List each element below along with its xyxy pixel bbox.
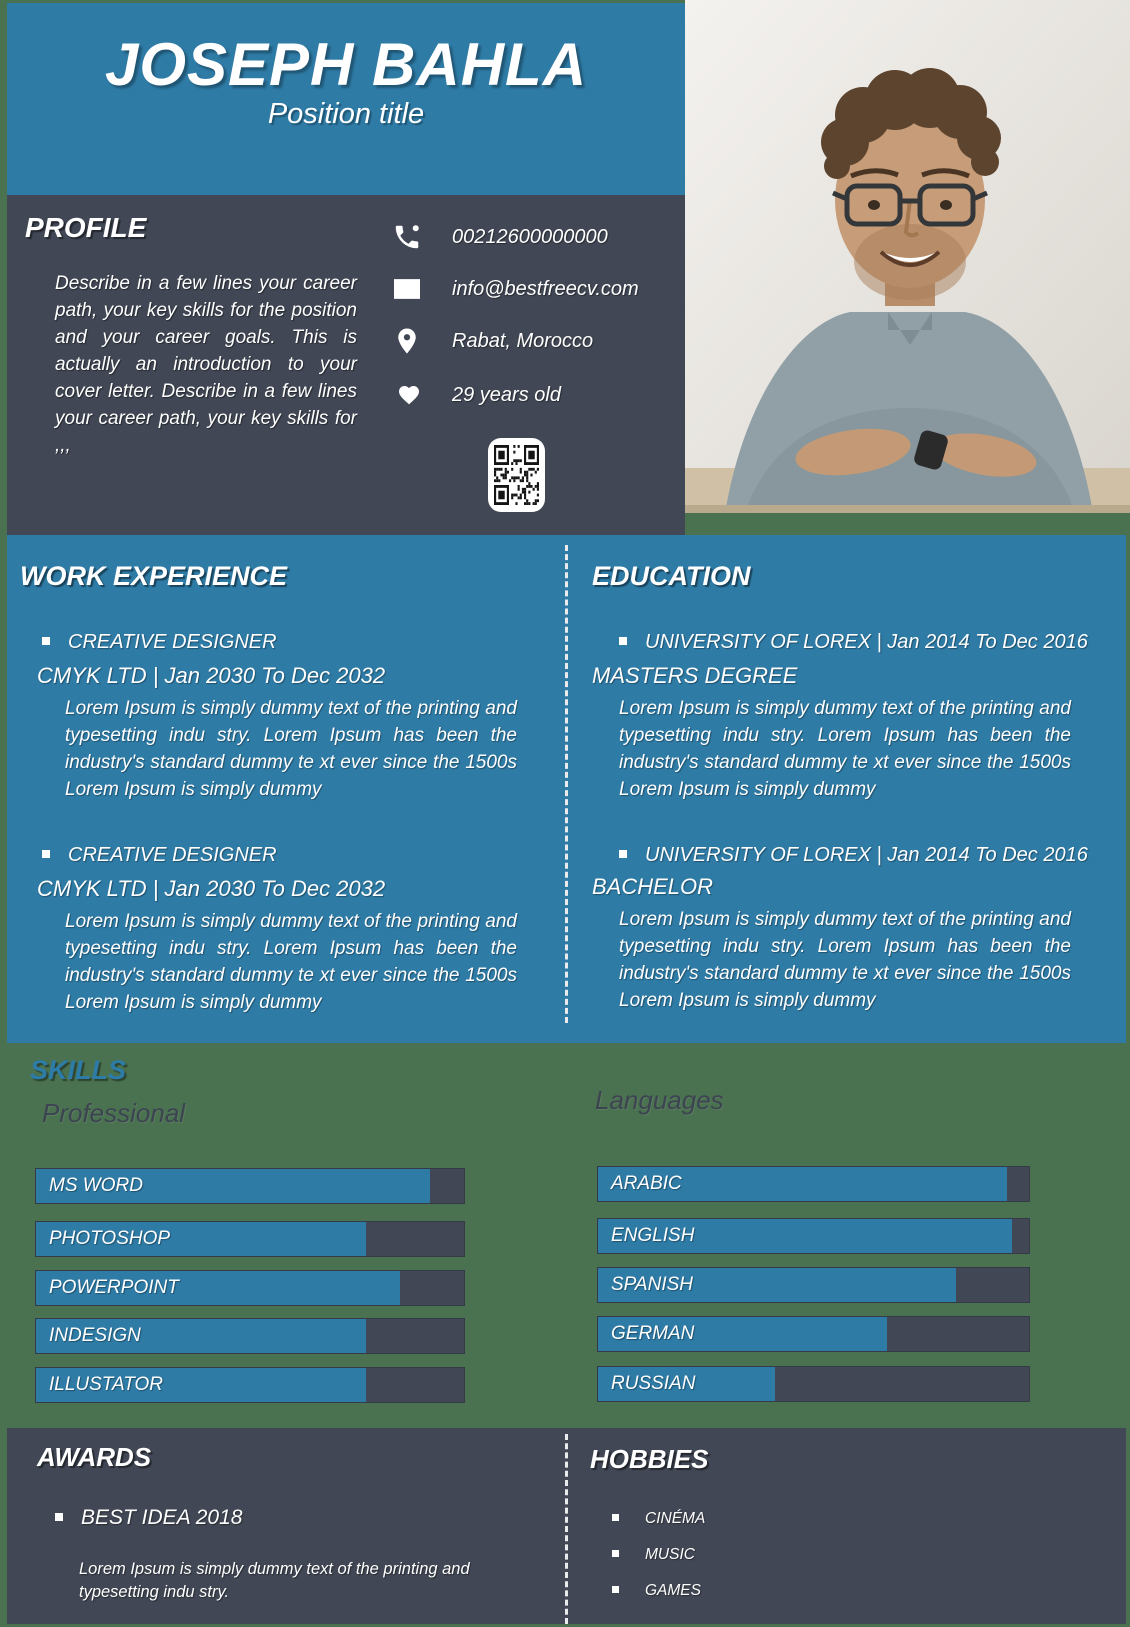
awards-title: AWARDS — [37, 1442, 152, 1472]
skill-bar-label: PHOTOSHOP — [49, 1228, 171, 1249]
bottom-section — [7, 1428, 1126, 1624]
skills-title: SKILLS — [30, 1055, 127, 1085]
education-entry-description: Lorem Ipsum is simply dummy text of the printing and typesetting indu stry. Lorem Ipsum has been the industry's standard dummy te xt ever since the 1500s Lorem Ipsum is simply dummy — [619, 909, 1071, 1011]
skill-bar-label: ENGLISH — [611, 1225, 695, 1246]
work-entry-description: Lorem Ipsum is simply dummy text of the printing and typesetting indu stry. Lorem Ipsum has been the industry's standard dummy te xt ever since the 1500s Lorem Ipsum is simply dummy — [65, 698, 517, 800]
language-bar-arabic — [597, 1166, 1030, 1202]
skill-bar-fill — [598, 1317, 887, 1351]
skill-bar-label: INDESIGN — [49, 1325, 141, 1346]
hobby-item: GAMES — [612, 1582, 701, 1600]
email-value: info@bestfreecv.com — [452, 277, 639, 300]
email-icon — [392, 274, 422, 304]
skill-bar-fill — [598, 1367, 775, 1401]
qr-code — [488, 438, 545, 512]
skill-bar-label: GERMAN — [611, 1323, 695, 1344]
contact-row-age — [397, 375, 677, 415]
location-value: Rabat, Morocco — [452, 329, 594, 352]
skill-bar-illustator — [35, 1367, 465, 1403]
skills-group-languages-label: Languages — [595, 1085, 724, 1115]
skill-bar-fill — [36, 1271, 400, 1305]
skill-bar-fill — [36, 1222, 366, 1256]
skill-bar-fill — [598, 1219, 1012, 1253]
work-entry-company: CMYK LTD | Jan 2030 To Dec 2032 — [37, 663, 386, 688]
hobby-item: MUSIC — [612, 1546, 695, 1564]
skill-bar-label: POWERPOINT — [49, 1277, 179, 1298]
bottom-divider — [565, 1434, 568, 1624]
hobbies-title: HOBBIES — [590, 1444, 709, 1474]
work-entry-role: CREATIVE DESIGNER — [42, 844, 277, 867]
education-entry-degree: MASTERS DEGREE — [592, 663, 798, 688]
header-panel — [7, 3, 685, 195]
education-entry-school: UNIVERSITY OF LOREX | Jan 2014 To Dec 2016 — [619, 844, 1088, 867]
skill-bar-label: MS WORD — [49, 1175, 143, 1196]
language-bar-russian — [597, 1366, 1030, 1402]
bullet-icon — [612, 1586, 619, 1593]
bullet-icon — [619, 637, 627, 645]
portrait-illustration — [685, 0, 1130, 513]
skill-bar-indesign — [35, 1318, 465, 1354]
skill-bar-label: ARABIC — [611, 1173, 682, 1194]
award-description: Lorem Ipsum is simply dummy text of the printing and typesetting indu stry. — [79, 1560, 470, 1602]
phone-icon — [392, 222, 422, 252]
column-divider — [565, 545, 568, 1023]
profile-title: PROFILE — [25, 212, 147, 243]
position-title: Position title — [267, 98, 425, 130]
skills-section — [7, 1043, 1126, 1428]
skill-bar-fill — [36, 1368, 366, 1402]
skill-bar-fill — [598, 1268, 956, 1302]
language-bar-german — [597, 1316, 1030, 1352]
language-bar-english — [597, 1218, 1030, 1254]
skill-bar-ms-word — [35, 1168, 465, 1204]
education-entry-description: Lorem Ipsum is simply dummy text of the printing and typesetting indu stry. Lorem Ipsum has been the industry's standard dummy te xt ever since the 1500s Lorem Ipsum is simply dummy — [619, 698, 1071, 800]
skill-bar-label: SPANISH — [611, 1274, 694, 1295]
contact-row-email — [392, 269, 672, 309]
contact-row-phone — [392, 217, 672, 257]
bullet-icon — [612, 1550, 619, 1557]
contact-row-location — [392, 321, 672, 361]
skill-bar-label: ILLUSTATOR — [49, 1374, 164, 1395]
bullet-icon — [42, 637, 50, 645]
work-entry-role: CREATIVE DESIGNER — [42, 631, 277, 654]
work-entry-description: Lorem Ipsum is simply dummy text of the printing and typesetting indu stry. Lorem Ipsum has been the industry's standard dummy te xt ever since the 1500s Lorem Ipsum is simply dummy — [65, 911, 517, 1013]
skill-bar-powerpoint — [35, 1270, 465, 1306]
work-entry-company: CMYK LTD | Jan 2030 To Dec 2032 — [37, 876, 386, 901]
hobby-item: CINÉMA — [612, 1510, 705, 1528]
location-icon — [392, 326, 422, 356]
phone-value: 00212600000000 — [452, 225, 608, 248]
work-title: WORK EXPERIENCE — [20, 561, 288, 591]
education-entry-degree: BACHELOR — [592, 874, 714, 899]
skill-bar-fill — [36, 1319, 366, 1353]
skill-bar-label: RUSSIAN — [611, 1373, 696, 1394]
profile-photo — [685, 0, 1130, 513]
bullet-icon — [42, 850, 50, 858]
heart-icon — [397, 383, 421, 407]
bullet-icon — [55, 1513, 63, 1521]
bullet-icon — [612, 1514, 619, 1521]
education-title: EDUCATION — [592, 561, 751, 591]
main-section — [7, 535, 1126, 1043]
profile-section — [7, 195, 685, 535]
award-item: BEST IDEA 2018 — [55, 1506, 242, 1530]
language-bar-spanish — [597, 1267, 1030, 1303]
education-entry-school: UNIVERSITY OF LOREX | Jan 2014 To Dec 2016 — [619, 631, 1088, 654]
skills-group-professional-label: Professional — [42, 1098, 186, 1128]
skill-bar-photoshop — [35, 1221, 465, 1257]
age-value: 29 years old — [452, 383, 561, 406]
person-name: JOSEPH BAHLA — [104, 31, 588, 98]
skill-bar-fill — [598, 1167, 1007, 1201]
skill-bar-fill — [36, 1169, 430, 1203]
profile-description: Describe in a few lines your career path, your key skills for the position and your career goals. This is actually an introduction to your cover letter. Describe in a few lines your career path, your key skills for ,,, — [55, 273, 357, 456]
bullet-icon — [619, 850, 627, 858]
